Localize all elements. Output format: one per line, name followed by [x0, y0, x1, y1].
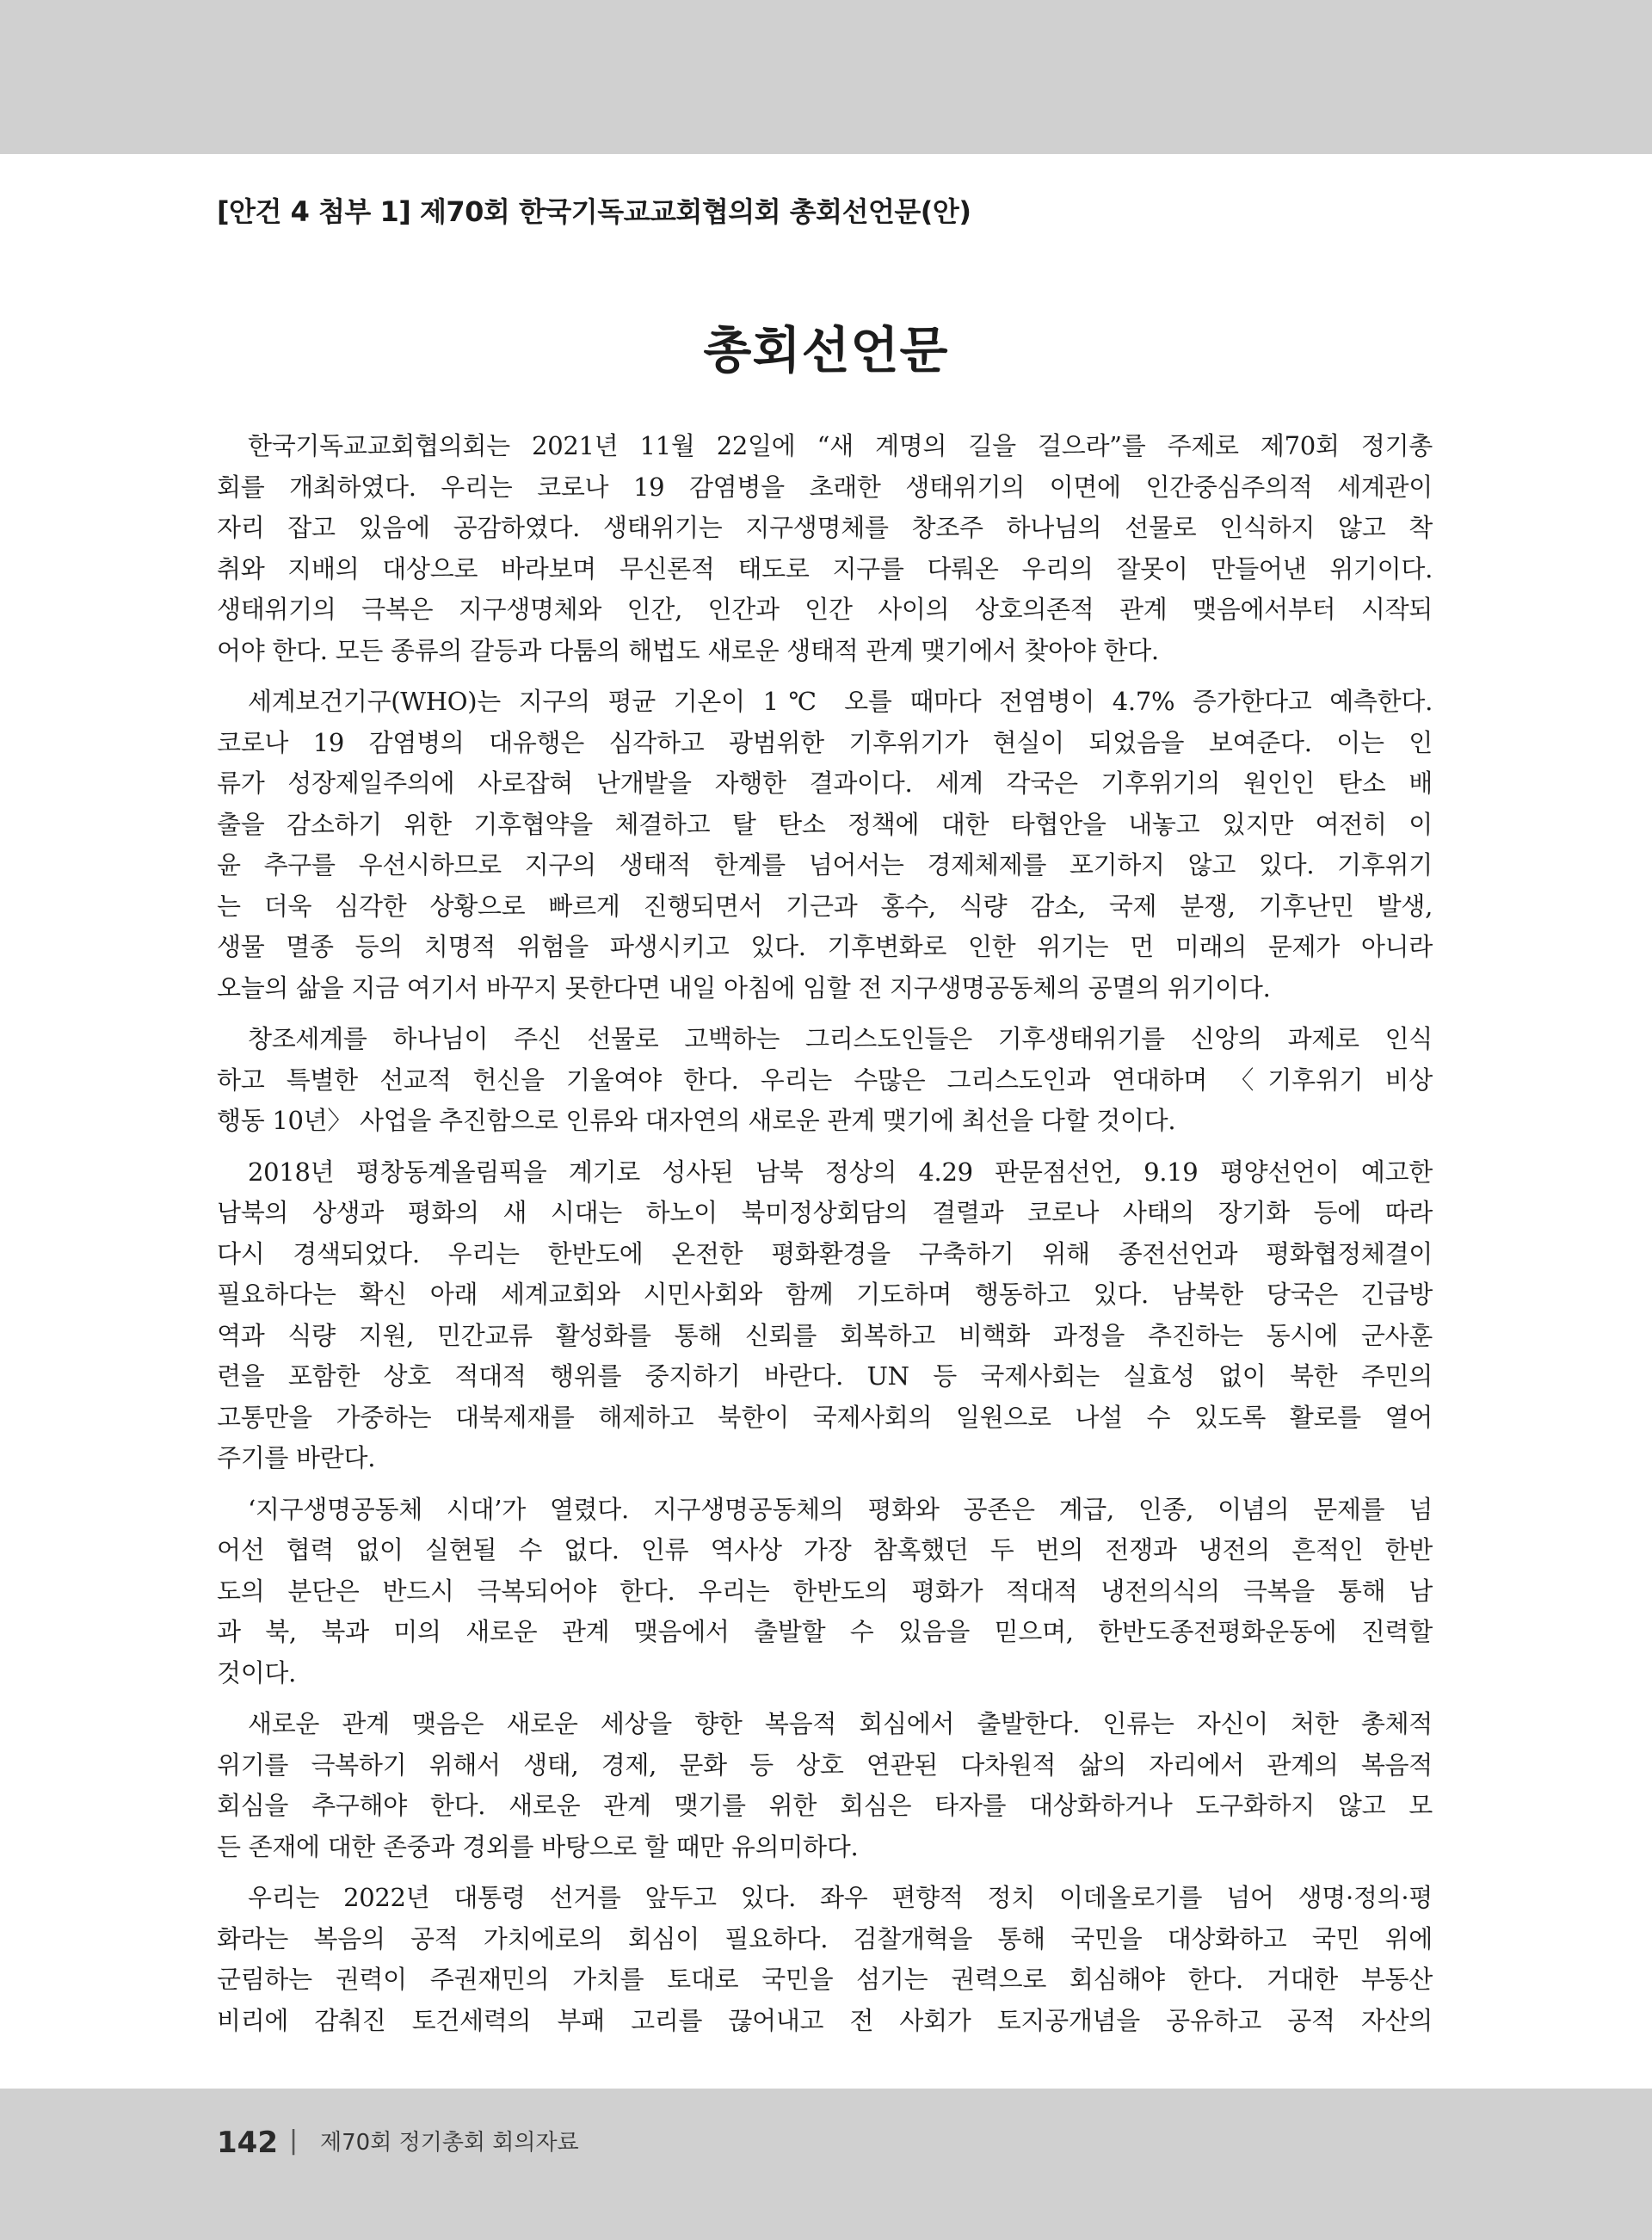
- body-line: 화라는 복음의 공적 가치에로의 회심이 필요하다. 검찰개혁을 통해 국민을 대상화하고 국민 위에: [217, 1923, 1433, 1953]
- body-line: 취와 지배의 대상으로 바라보며 무신론적 태도로 지구를 다뤄온 우리의 잘못이 만들어낸 위기이다.: [217, 553, 1433, 583]
- declaration-paragraph: [217, 1019, 1433, 1142]
- body-line: 다시 경색되었다. 우리는 한반도에 온전한 평화환경을 구축하기 위해 종전선언과 평화협정체결이: [217, 1238, 1433, 1268]
- body-line: 든 존재에 대한 존중과 경외를 바탕으로 할 때만 유의미하다.: [217, 1831, 859, 1861]
- body-line: 역과 식량 지원, 민간교류 활성화를 통해 신뢰를 회복하고 비핵화 과정을 추진하는 동시에 군사훈: [217, 1320, 1433, 1350]
- body-line: ‘지구생명공동체 시대’가 열렸다. 지구생명공동체의 평화와 공존은 계급, 인종, 이념의 문제를 넘: [248, 1494, 1433, 1524]
- body-line: 행동 10년〉 사업을 추진함으로 인류와 대자연의 새로운 관계 맺기에 최선을 다할 것이다.: [217, 1106, 1176, 1135]
- footer-document-name: 제70회 정기총회 회의자료: [320, 2130, 579, 2156]
- body-line: 우리는 2022년 대통령 선거를 앞두고 있다. 좌우 편향적 정치 이데올로기를 넘어 생명·정의·평: [248, 1883, 1433, 1912]
- page-number: 142: [217, 2126, 278, 2160]
- body-line: 과 북, 북과 미의 새로운 관계 맺음에서 출발할 수 있음을 믿으며, 한반도종전평화운동에 진력할: [217, 1617, 1433, 1646]
- page-title: 총회선언문: [703, 321, 949, 380]
- body-line: 주기를 바란다.: [217, 1443, 376, 1472]
- declaration-paragraph: [217, 1490, 1433, 1694]
- body-line: 출을 감소하기 위한 기후협약을 체결하고 탈 탄소 정책에 대한 타협안을 내놓고 있지만 여전히 이: [217, 809, 1433, 839]
- declaration-paragraph: [217, 1878, 1433, 2041]
- body-line: 오늘의 삶을 지금 여기서 바꾸지 못한다면 내일 아침에 임할 전 지구생명공동체의 공멸의 위기이다.: [217, 972, 1271, 1003]
- body-line: 비리에 감춰진 토건세력의 부패 고리를 끊어내고 전 사회가 토지공개념을 공유하고 공적 자산의: [217, 2005, 1433, 2035]
- declaration-body: [217, 426, 1433, 2041]
- declaration-paragraph: [217, 682, 1433, 1009]
- top-band: [0, 0, 1652, 154]
- body-line: 생태위기의 극복은 지구생명체와 인간, 인간과 인간 사이의 상호의존적 관계 맺음에서부터 시작되: [217, 595, 1433, 624]
- body-line: 위기를 극복하기 위해서 생태, 경제, 문화 등 상호 연관된 다차원적 삶의 자리에서 관계의 복음적: [217, 1749, 1433, 1780]
- declaration-paragraph: [217, 1704, 1433, 1867]
- body-line: 것이다.: [217, 1657, 297, 1688]
- body-line: 하고 특별한 선교적 헌신을 기울여야 한다. 우리는 수많은 그리스도인과 연대하며 〈기후위기 비상: [217, 1064, 1433, 1095]
- body-line: 2018년 평창동계올림픽을 계기로 성사된 남북 정상의 4.29 판문점선언, 9.19 평양선언이 예고한: [248, 1157, 1433, 1187]
- body-line: 생물 멸종 등의 치명적 위험을 파생시키고 있다. 기후변화로 인한 위기는 먼 미래의 문제가 아니라: [217, 932, 1433, 961]
- body-line: 세계보건기구(WHO)는 지구의 평균 기온이 1℃ 오를 때마다 전염병이 4.7% 증가한다고 예측한다.: [248, 687, 1433, 716]
- body-line: 창조세계를 하나님이 주신 선물로 고백하는 그리스도인들은 기후생태위기를 신앙의 과제로 인식: [248, 1024, 1433, 1053]
- body-line: 군림하는 권력이 주권재민의 가치를 토대로 국민을 섬기는 권력으로 회심해야 한다. 거대한 부동산: [217, 1965, 1433, 1994]
- body-line: 회심을 추구해야 한다. 새로운 관계 맺기를 위한 회심은 타자를 대상화하거나 도구화하지 않고 모: [217, 1791, 1433, 1820]
- body-line: 고통만을 가중하는 대북제재를 해제하고 북한이 국제사회의 일원으로 나설 수 있도록 활로를 열어: [217, 1402, 1433, 1432]
- body-line: 새로운 관계 맺음은 새로운 세상을 향한 복음적 회심에서 출발한다. 인류는 자신이 처한 총체적: [248, 1709, 1433, 1738]
- agenda-header-label: [안건 4 첨부 1] 제70회 한국기독교교회협의회 총회선언문(안): [217, 195, 971, 228]
- body-line: 는 더욱 심각한 상황으로 빠르게 진행되면서 기근과 홍수, 식량 감소, 국제 분쟁, 기후난민 발생,: [217, 891, 1433, 921]
- body-line: 도의 분단은 반드시 극복되어야 한다. 우리는 한반도의 평화가 적대적 냉전의식의 극복을 통해 남: [217, 1576, 1433, 1606]
- body-line: 윤 추구를 우선시하므로 지구의 생태적 한계를 넘어서는 경제체제를 포기하지 않고 있다. 기후위기: [217, 850, 1433, 879]
- body-line: 련을 포함한 상호 적대적 행위를 중지하기 바란다. UN 등 국제사회는 실효성 없이 북한 주민의: [217, 1361, 1433, 1391]
- body-line: 자리 잡고 있음에 공감하였다. 생태위기는 지구생명체를 창조주 하나님의 선물로 인식하지 않고 착: [217, 513, 1433, 542]
- body-line: 류가 성장제일주의에 사로잡혀 난개발을 자행한 결과이다. 세계 각국은 기후위기의 원인인 탄소 배: [217, 768, 1433, 798]
- body-line: 코로나 19 감염병의 대유행은 심각하고 광범위한 기후위기가 현실이 되었음을 보여준다. 이는 인: [217, 727, 1433, 757]
- declaration-paragraph: [217, 426, 1433, 671]
- body-line: 회를 개최하였다. 우리는 코로나 19 감염병을 초래한 생태위기의 이면에 인간중심주의적 세계관이: [217, 472, 1433, 502]
- body-line: 어선 협력 없이 실현될 수 없다. 인류 역사상 가장 참혹했던 두 번의 전쟁과 냉전의 흔적인 한반: [217, 1535, 1433, 1564]
- footer-band: [0, 2089, 1652, 2240]
- body-line: 한국기독교교회협의회는 2021년 11월 22일에 “새 계명의 길을 걸으라”를 주제로 제70회 정기총: [248, 431, 1433, 460]
- footer-separator: |: [289, 2126, 299, 2156]
- body-line: 필요하다는 확신 아래 세계교회와 시민사회와 함께 기도하며 행동하고 있다. 남북한 당국은 긴급방: [217, 1280, 1433, 1309]
- body-line: 남북의 상생과 평화의 새 시대는 하노이 북미정상회담의 결렬과 코로나 사태의 장기화 등에 따라: [217, 1198, 1433, 1227]
- body-line: 어야 한다. 모든 종류의 갈등과 다툼의 해법도 새로운 생태적 관계 맺기에서 찾아야 한다.: [217, 635, 1159, 665]
- declaration-paragraph: [217, 1152, 1433, 1479]
